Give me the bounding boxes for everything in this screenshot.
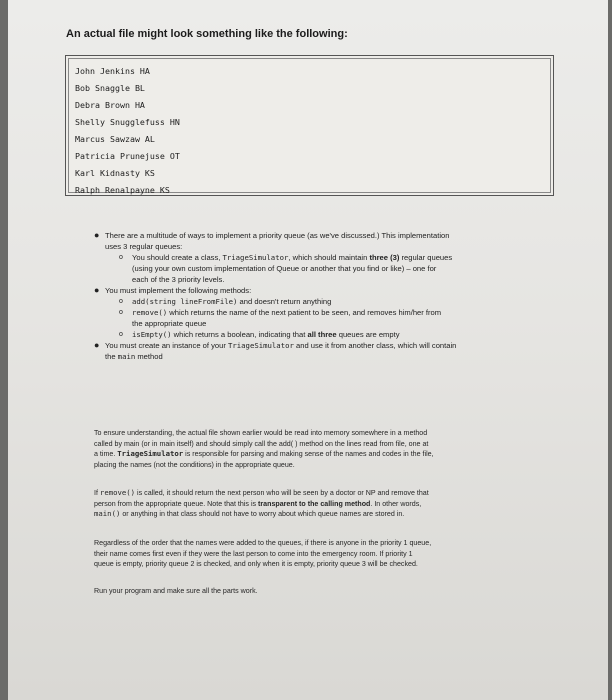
bullet-dot-icon: ● (94, 285, 100, 295)
document-page (8, 0, 608, 700)
file-line: Shelly Snugglefuss HN (75, 117, 180, 127)
paragraph-run: Run your program and make sure all the parts work. (94, 587, 258, 595)
hollow-bullet-icon: o (119, 298, 123, 305)
hollow-bullet-icon: o (119, 254, 123, 261)
sub-bullet-text: You should create a class, TriageSimulator, which should maintain three (3) regular queues (132, 253, 453, 262)
paragraph-line: person from the appropriate queue. Note that this is transparent to the calling method. In other words, (94, 499, 422, 508)
section-heading: An actual file might look something like the following: (66, 28, 348, 40)
sub-bullet-item (94, 307, 554, 329)
bullet-item (94, 230, 554, 252)
sub-bullet-item (94, 329, 554, 340)
sub-bullet-item (94, 252, 554, 285)
file-line: Debra Brown HA (75, 100, 145, 110)
bullet-dot-icon: ● (94, 340, 100, 350)
sub-bullet-text: isEmpty() which returns a boolean, indicating that all three queues are empty (132, 330, 400, 339)
paragraph-remove (94, 488, 549, 520)
paragraph-line: To ensure understanding, the actual file shown earlier would be read into memory somewhere in a method (94, 429, 428, 437)
paragraph-priority (94, 538, 549, 570)
requirements-list (94, 230, 554, 362)
file-line: Bob Snaggle BL (75, 83, 145, 93)
paragraph-line: their name comes first even if they were the last person to come into the emergency room. If priority 1 (94, 549, 413, 558)
paragraph-line: Regardless of the order that the names were added to the queues, if there is anyone in the priority 1 queue, (94, 539, 432, 547)
bullet-text: the main method (105, 352, 163, 361)
file-line: Ralph Renalpayne KS (75, 185, 170, 195)
bullet-text: You must implement the following methods: (105, 286, 252, 295)
sub-bullet-text: add(string lineFromFile) and doesn't return anything (132, 297, 332, 306)
hollow-bullet-icon: o (119, 331, 123, 338)
file-example-box (65, 55, 554, 196)
hollow-bullet-icon: o (119, 309, 123, 316)
bullet-item (94, 340, 554, 362)
bullet-item (94, 285, 554, 296)
paragraph-line: If remove() is called, it should return the next person who will be seen by a doctor or NP and remove that (94, 488, 429, 497)
paragraph-understanding (94, 428, 549, 470)
bullet-dot-icon: ● (94, 230, 100, 240)
sub-bullet-text: (using your own custom implementation of Queue or another that you find or like) – one for (132, 264, 437, 273)
file-line: Marcus Sawzaw AL (75, 134, 155, 144)
paragraph-line: called by main (or in main itself) and should simply call the add( ) method on the lines read from file, one at (94, 439, 429, 448)
file-line: Patricia Prunejuse OT (75, 151, 180, 161)
paragraph-line: a time. TriageSimulator is responsible for parsing and making sense of the names and codes in the file, (94, 449, 434, 459)
bullet-text: There are a multitude of ways to implement a priority queue (as we've discussed.) This implementation (105, 231, 450, 240)
sub-bullet-text: each of the 3 priority levels. (132, 275, 225, 284)
sub-bullet-text: remove() which returns the name of the next patient to be seen, and removes him/her from (132, 308, 442, 317)
file-line: Karl Kidnasty KS (75, 168, 155, 178)
paragraph-line: queue is empty, priority queue 2 is checked, and only when it is empty, priority queue 3 will be checked. (94, 560, 418, 569)
file-line: John Jenkins HA (75, 66, 150, 76)
file-example-inner-border (68, 58, 551, 193)
paragraph-line: main() or anything in that class should not have to worry about which queue names are stored in. (94, 509, 405, 519)
paragraph-line: placing the names (not the conditions) in the appropriate queue. (94, 460, 295, 469)
sub-bullet-text: the appropriate queue (132, 319, 207, 328)
sub-bullet-item (94, 296, 554, 307)
bullet-text: uses 3 regular queues: (105, 242, 183, 251)
bullet-text: You must create an instance of your TriageSimulator and use it from another class, which will contain (105, 341, 457, 350)
